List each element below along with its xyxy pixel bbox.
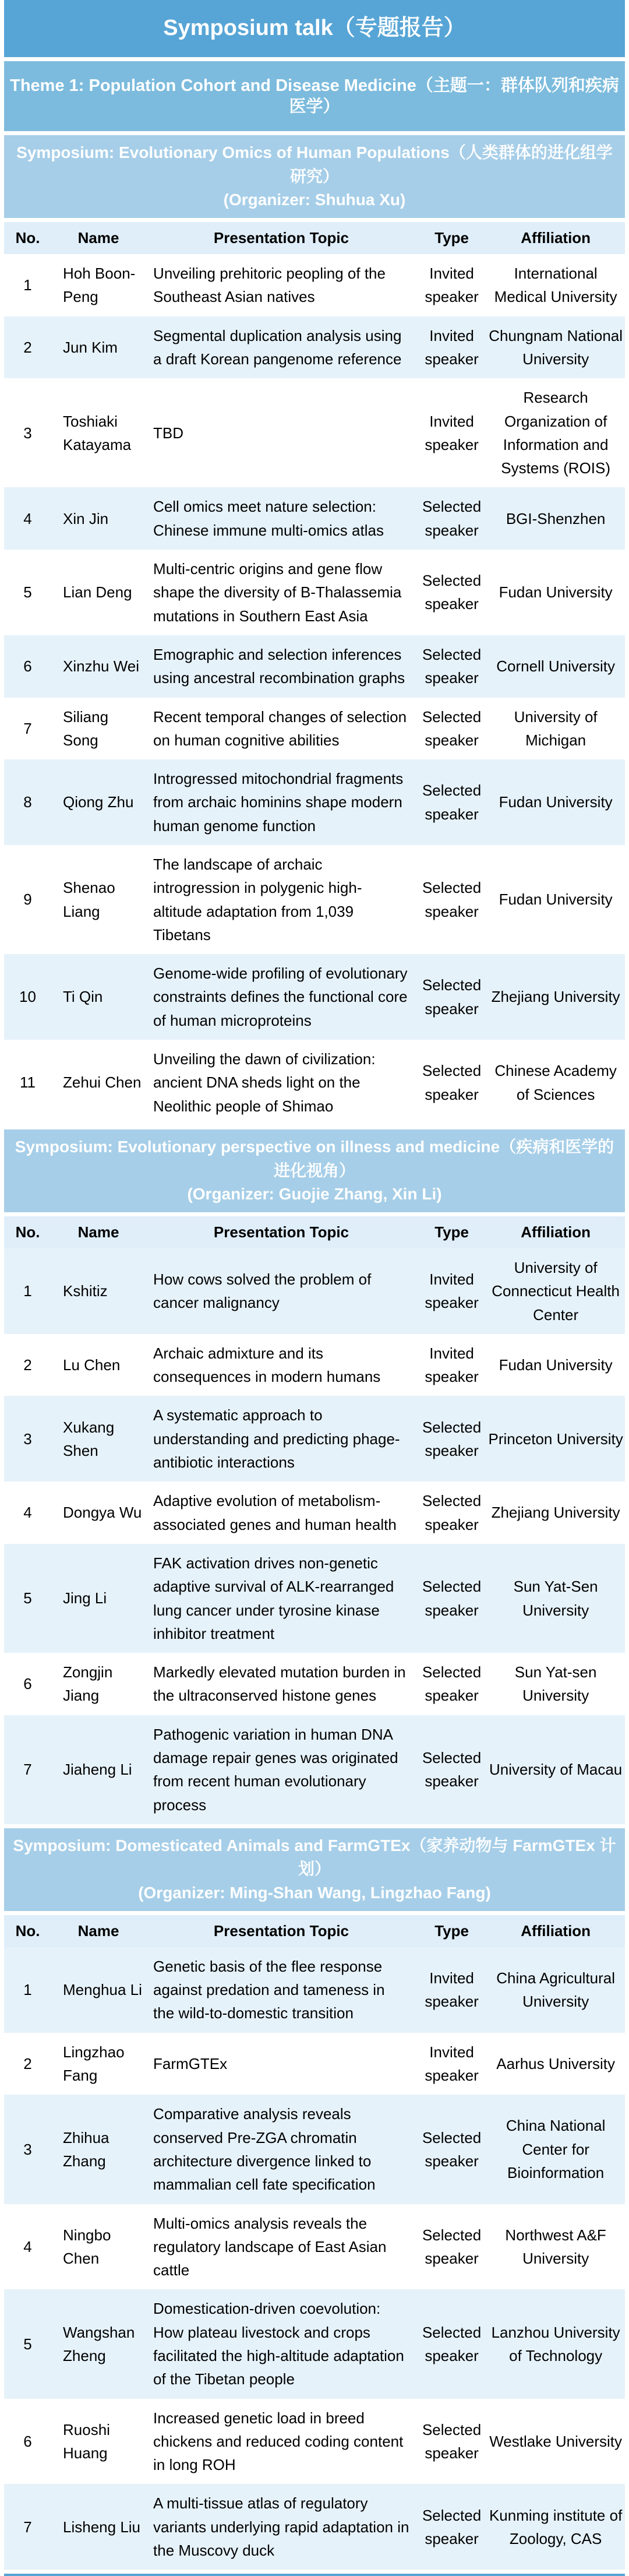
cell-no: 2 [4, 316, 51, 379]
cell-topic: TBD [146, 378, 417, 487]
cell-name: Jun Kim [51, 316, 146, 379]
cell-name: Zehui Chen [51, 1040, 146, 1125]
cell-name: Jiaheng Li [51, 1715, 146, 1824]
table-row [4, 698, 625, 760]
cell-affiliation: University of Michigan [486, 698, 625, 760]
cell-affiliation: Zhejiang University [486, 954, 625, 1040]
cell-no: 1 [4, 1248, 51, 1334]
cell-no: 5 [4, 2289, 51, 2398]
cell-no: 3 [4, 1396, 51, 1481]
cell-affiliation: Zhejiang University [486, 1481, 625, 1544]
cell-type: Selected speaker [417, 487, 486, 550]
cell-type: Selected speaker [417, 2399, 486, 2484]
cell-type: Selected speaker [417, 698, 486, 760]
cell-topic: FAK activation drives non-genetic adaptive survival of ALK-rearranged lung cancer under tyrosine kinase inhibitor treatment [146, 1544, 417, 1653]
column-header: Type [417, 1915, 486, 1947]
column-header-row [4, 1915, 625, 1947]
table-row [4, 759, 625, 845]
cell-topic: Archaic admixture and its consequences in modern humans [146, 1334, 417, 1396]
column-header: No. [4, 1915, 51, 1947]
table-row [4, 1653, 625, 1715]
cell-type: Selected speaker [417, 550, 486, 635]
table-row [4, 2484, 625, 2570]
cell-affiliation: Fudan University [486, 1334, 625, 1396]
cell-name: Lu Chen [51, 1334, 146, 1396]
cell-topic: A multi-tissue atlas of regulatory variants underlying rapid adaptation in the Muscovy duck [146, 2484, 417, 2570]
cell-affiliation: Research Organization of Information and Systems (ROIS) [486, 378, 625, 487]
cell-type: Selected speaker [417, 1396, 486, 1481]
column-header: Name [51, 222, 146, 254]
cell-no: 5 [4, 1544, 51, 1653]
cell-type: Selected speaker [417, 2204, 486, 2290]
cell-name: Zongjin Jiang [51, 1653, 146, 1715]
cell-name: Xin Jin [51, 487, 146, 550]
symposium-title: Symposium: Evolutionary perspective on illness and medicine（疾病和医学的进化视角） [15, 1137, 614, 1180]
symposium-organizer: (Organizer: Shuhua Xu) [223, 191, 406, 209]
cell-topic: Emographic and selection inferences using ancestral recombination graphs [146, 635, 417, 698]
cell-affiliation: Fudan University [486, 759, 625, 845]
cell-type: Selected speaker [417, 2484, 486, 2570]
symposium-header [4, 1828, 625, 1911]
cell-topic: Cell omics meet nature selection: Chinese immune multi-omics atlas [146, 487, 417, 550]
cell-affiliation: China Agricultural University [486, 1947, 625, 2033]
table-row [4, 2033, 625, 2095]
cell-affiliation: Chungnam National University [486, 316, 625, 379]
column-header: No. [4, 1216, 51, 1248]
cell-name: Xukang Shen [51, 1396, 146, 1481]
table-row [4, 1040, 625, 1125]
symposium-header [4, 1129, 625, 1212]
cell-affiliation: Chinese Academy of Sciences [486, 1040, 625, 1125]
column-header: No. [4, 222, 51, 254]
cell-affiliation: Fudan University [486, 550, 625, 635]
cell-name: Qiong Zhu [51, 759, 146, 845]
cell-affiliation: International Medical University [486, 254, 625, 316]
cell-topic: Pathogenic variation in human DNA damage repair genes was originated from recent human evolutionary process [146, 1715, 417, 1824]
column-header: Presentation Topic [146, 222, 417, 254]
cell-no: 6 [4, 1653, 51, 1715]
symposium-section [4, 1129, 625, 1824]
cell-name: Wangshan Zheng [51, 2289, 146, 2398]
cell-name: Jing Li [51, 1544, 146, 1653]
cell-name: Menghua Li [51, 1947, 146, 2033]
cell-no: 2 [4, 1334, 51, 1396]
cell-type: Selected speaker [417, 845, 486, 954]
cell-topic: Markedly elevated mutation burden in the ultraconserved histone genes [146, 1653, 417, 1715]
cell-no: 4 [4, 1481, 51, 1544]
sections-container [4, 135, 625, 2570]
cell-type: Selected speaker [417, 759, 486, 845]
cell-type: Selected speaker [417, 1544, 486, 1653]
symposium-title: Symposium: Domesticated Animals and FarmGTEx（家养动物与 FarmGTEx 计划） [13, 1836, 616, 1878]
cell-affiliation: Princeton University [486, 1396, 625, 1481]
cell-affiliation: University of Connecticut Health Center [486, 1248, 625, 1334]
column-header: Type [417, 222, 486, 254]
cell-name: Toshiaki Katayama [51, 378, 146, 487]
cell-name: Lian Deng [51, 550, 146, 635]
table-row [4, 487, 625, 550]
cell-type: Invited speaker [417, 378, 486, 487]
cell-type: Selected speaker [417, 2289, 486, 2398]
table-row [4, 2289, 625, 2398]
cell-name: Shenao Liang [51, 845, 146, 954]
program-table [4, 1216, 625, 1824]
cell-type: Invited speaker [417, 254, 486, 316]
table-row [4, 1715, 625, 1824]
table-row [4, 316, 625, 379]
symposium-header [4, 135, 625, 218]
cell-type: Invited speaker [417, 1334, 486, 1396]
cell-affiliation: Cornell University [486, 635, 625, 698]
cell-type: Invited speaker [417, 2033, 486, 2095]
cell-topic: Segmental duplication analysis using a draft Korean pangenome reference [146, 316, 417, 379]
cell-no: 7 [4, 1715, 51, 1824]
cell-affiliation: Lanzhou University of Technology [486, 2289, 625, 2398]
cell-type: Invited speaker [417, 316, 486, 379]
cell-topic: A systematic approach to understanding and predicting phage-antibiotic interactions [146, 1396, 417, 1481]
cell-no: 1 [4, 254, 51, 316]
program-table [4, 222, 625, 1125]
table-row [4, 2204, 625, 2290]
cell-name: Ningbo Chen [51, 2204, 146, 2290]
column-header: Affiliation [486, 1216, 625, 1248]
cell-no: 6 [4, 2399, 51, 2484]
table-row [4, 378, 625, 487]
cell-affiliation: China National Center for Bioinformation [486, 2095, 625, 2204]
cell-affiliation: Sun Yat-Sen University [486, 1544, 625, 1653]
cell-topic: Genome-wide profiling of evolutionary constraints defines the functional core of human microproteins [146, 954, 417, 1040]
cell-topic: Comparative analysis reveals conserved Pre-ZGA chromatin architecture divergence linked to mammalian cell fate specification [146, 2095, 417, 2204]
cell-name: Dongya Wu [51, 1481, 146, 1544]
cell-name: Kshitiz [51, 1248, 146, 1334]
cell-name: Hoh Boon-Peng [51, 254, 146, 316]
cell-type: Selected speaker [417, 635, 486, 698]
cell-type: Invited speaker [417, 1947, 486, 2033]
column-header-row [4, 222, 625, 254]
theme-header: Theme 1: Population Cohort and Disease Medicine（主题一：群体队列和疾病医学） [4, 61, 625, 132]
cell-topic: Domestication-driven coevolution: How plateau livestock and crops facilitated the high-altitude adaptation of the Tibetan people [146, 2289, 417, 2398]
cell-no: 3 [4, 2095, 51, 2204]
cell-topic: Recent temporal changes of selection on human cognitive abilities [146, 698, 417, 760]
cell-affiliation: Aarhus University [486, 2033, 625, 2095]
column-header: Type [417, 1216, 486, 1248]
cell-no: 8 [4, 759, 51, 845]
column-header: Presentation Topic [146, 1216, 417, 1248]
bottom-border [4, 2574, 625, 2576]
cell-type: Selected speaker [417, 1653, 486, 1715]
table-row [4, 254, 625, 316]
program-table [4, 1915, 625, 2570]
cell-no: 11 [4, 1040, 51, 1125]
cell-name: Xinzhu Wei [51, 635, 146, 698]
cell-no: 7 [4, 2484, 51, 2570]
column-header: Name [51, 1216, 146, 1248]
table-row [4, 1334, 625, 1396]
cell-name: Zhihua Zhang [51, 2095, 146, 2204]
symposium-section [4, 135, 625, 1125]
column-header: Name [51, 1915, 146, 1947]
cell-no: 1 [4, 1947, 51, 2033]
cell-no: 4 [4, 487, 51, 550]
cell-topic: FarmGTEx [146, 2033, 417, 2095]
cell-topic: Unveiling the dawn of civilization: ancient DNA sheds light on the Neolithic people of Shimao [146, 1040, 417, 1125]
table-row [4, 1396, 625, 1481]
column-header: Presentation Topic [146, 1915, 417, 1947]
table-row [4, 1947, 625, 2033]
table-row [4, 1248, 625, 1334]
cell-no: 6 [4, 635, 51, 698]
cell-type: Selected speaker [417, 1715, 486, 1824]
cell-affiliation: Northwest A&F University [486, 2204, 625, 2290]
table-row [4, 954, 625, 1040]
cell-name: Ruoshi Huang [51, 2399, 146, 2484]
cell-topic: Increased genetic load in breed chickens and reduced coding content in long ROH [146, 2399, 417, 2484]
cell-topic: How cows solved the problem of cancer malignancy [146, 1248, 417, 1334]
cell-affiliation: Kunming institute of Zoology, CAS [486, 2484, 625, 2570]
cell-no: 2 [4, 2033, 51, 2095]
table-row [4, 2095, 625, 2204]
cell-affiliation: Westlake University [486, 2399, 625, 2484]
cell-topic: Genetic basis of the flee response against predation and tameness in the wild-to-domestic transition [146, 1947, 417, 2033]
cell-affiliation: University of Macau [486, 1715, 625, 1824]
cell-no: 9 [4, 845, 51, 954]
cell-no: 4 [4, 2204, 51, 2290]
symposium-program [4, 0, 625, 2576]
cell-no: 10 [4, 954, 51, 1040]
cell-topic: Adaptive evolution of metabolism-associated genes and human health [146, 1481, 417, 1544]
cell-topic: Introgressed mitochondrial fragments from archaic hominins shape modern human genome function [146, 759, 417, 845]
cell-type: Invited speaker [417, 1248, 486, 1334]
cell-no: 7 [4, 698, 51, 760]
cell-affiliation: Sun Yat-sen University [486, 1653, 625, 1715]
cell-topic: Multi-omics analysis reveals the regulatory landscape of East Asian cattle [146, 2204, 417, 2290]
cell-name: Ti Qin [51, 954, 146, 1040]
cell-no: 3 [4, 378, 51, 487]
cell-topic: Unveiling prehitoric peopling of the Southeast Asian natives [146, 254, 417, 316]
cell-name: Lingzhao Fang [51, 2033, 146, 2095]
cell-name: Siliang Song [51, 698, 146, 760]
cell-type: Selected speaker [417, 2095, 486, 2204]
symposium-title: Symposium: Evolutionary Omics of Human Populations（人类群体的进化组学研究） [16, 143, 613, 185]
symposium-organizer: (Organizer: Guojie Zhang, Xin Li) [187, 1185, 442, 1203]
table-row [4, 2399, 625, 2484]
table-row [4, 635, 625, 698]
page-title: Symposium talk（专题报告） [4, 0, 625, 57]
cell-topic: Multi-centric origins and gene flow shape the diversity of B-Thalassemia mutations in Southern East Asia [146, 550, 417, 635]
cell-affiliation: BGI-Shenzhen [486, 487, 625, 550]
table-row [4, 550, 625, 635]
table-row [4, 845, 625, 954]
cell-name: Lisheng Liu [51, 2484, 146, 2570]
column-header: Affiliation [486, 222, 625, 254]
cell-type: Selected speaker [417, 954, 486, 1040]
table-row [4, 1544, 625, 1653]
column-header-row [4, 1216, 625, 1248]
table-row [4, 1481, 625, 1544]
cell-topic: The landscape of archaic introgression in polygenic high-altitude adaptation from 1,039 Tibetans [146, 845, 417, 954]
column-header: Affiliation [486, 1915, 625, 1947]
cell-affiliation: Fudan University [486, 845, 625, 954]
cell-no: 5 [4, 550, 51, 635]
symposium-organizer: (Organizer: Ming-Shan Wang, Lingzhao Fang) [138, 1884, 491, 1902]
cell-type: Selected speaker [417, 1040, 486, 1125]
cell-type: Selected speaker [417, 1481, 486, 1544]
